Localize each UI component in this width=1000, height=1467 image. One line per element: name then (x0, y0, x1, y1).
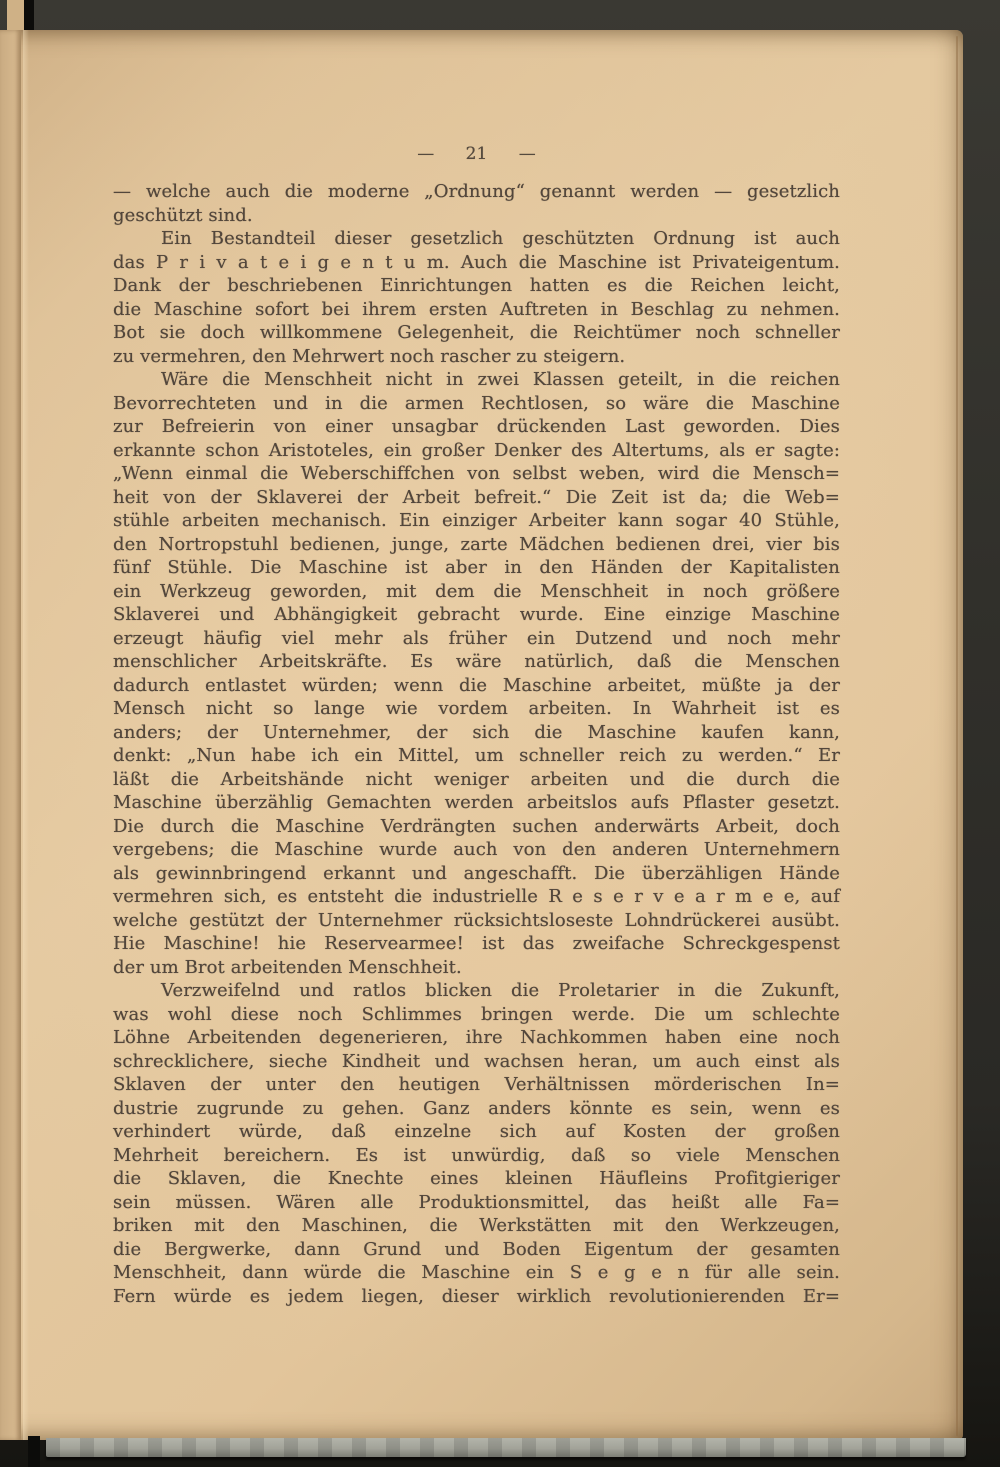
text-line: stühle arbeiten mechanisch. Ein einziger Arbeiter kann sogar 40 Stühle, (113, 510, 840, 531)
text-line: Mehrheit bereichern. Es ist unwürdig, daß so viele Menschen (113, 1144, 840, 1166)
text-line: heit von der Sklaverei der Arbeit befreit.“ Die Zeit ist da; die Web= (113, 486, 840, 508)
text-line: Bot sie doch willkommene Gelegenheit, die Reichtümer noch schneller (113, 322, 840, 343)
text-line: Fern würde es jedem liegen, dieser wirklich revolutionierenden Er= (113, 1285, 840, 1307)
text-line: vergebens; die Maschine wurde auch von den anderen Unternehmern (113, 839, 840, 860)
gutter-crease-highlight (23, 30, 29, 1440)
text-line: Maschine überzählig Gemachten werden arbeitslos aufs Pflaster gesetzt. (113, 792, 840, 813)
text-line: Dank der beschriebenen Einrichtungen hatten es die Reichen leicht, (113, 275, 840, 296)
text-line: verhindert würde, daß einzelne sich auf Kosten der großen (113, 1121, 840, 1142)
text-line: Die durch die Maschine Verdrängten suchen anderwärts Arbeit, doch (113, 815, 840, 837)
text-line: Sklaven der unter den heutigen Verhältnissen mörderischen In= (113, 1074, 840, 1095)
text-line: zur Befreierin von einer unsagbar drückenden Last geworden. Dies (113, 416, 840, 437)
text-line: den Nortropstuhl bedienen, junge, zarte Mädchen bedienen drei, vier bis (113, 533, 840, 555)
text-line: Bevorrechteten und in die armen Rechtlosen, so wäre die Maschine (113, 392, 840, 414)
binding-gap (24, 0, 34, 34)
text-line: Sklaverei und Abhängigkeit gebracht wurde. Eine einzige Maschine (113, 604, 840, 625)
text-line: welche gestützt der Unternehmer rücksichtsloseste Lohndrückerei ausübt. (113, 909, 840, 931)
text-line: die Bergwerke, dann Grund und Boden Eigentum der gesamten (113, 1238, 840, 1260)
text-line: fünf Stühle. Die Maschine ist aber in den Händen der Kapitalisten (113, 557, 840, 578)
text-line: Ein Bestandteil dieser gesetzlich geschützten Ordnung ist auch (161, 228, 840, 249)
text-line: die Sklaven, die Knechte eines kleinen Häufleins Profitgieriger (113, 1168, 840, 1189)
text-line: was wohl diese noch Schlimmes bringen werde. Die um schlechte (113, 1003, 840, 1025)
text-line: briken mit den Maschinen, die Werkstätten mit den Werkzeugen, (113, 1215, 840, 1236)
text-line: Wäre die Menschheit nicht in zwei Klassen geteilt, in die reichen (161, 369, 840, 390)
text-line: Menschheit, dann würde die Maschine ein S e g e n für alle sein. (113, 1262, 840, 1283)
text-line: als gewinnbringend erkannt und angeschafft. Die überzähligen Hände (113, 862, 840, 884)
body-text-block (113, 180, 840, 1308)
text-line: zu vermehren, den Mehrwert noch rascher zu steigern. (113, 345, 626, 367)
page-gutter (0, 30, 21, 1440)
text-line: geschützt sind. (113, 204, 253, 226)
page-stack-edge (956, 36, 958, 1436)
text-line: vermehren sich, es entsteht die industrielle R e s e r v e a r m e e, auf (113, 886, 840, 907)
text-line: schrecklichere, sieche Kindheit und wachsen heran, um auch einst als (113, 1050, 840, 1072)
previous-leaf-stub (7, 0, 24, 34)
text-line: läßt die Arbeitshände nicht weniger arbeiten und die durch die (113, 768, 840, 790)
text-line: ein Werkzeug geworden, mit dem die Menschheit in noch größere (113, 580, 840, 602)
page-stack-fore-edge (46, 1438, 966, 1457)
text-line: menschlicher Arbeitskräfte. Es wäre natürlich, daß die Menschen (113, 651, 840, 672)
text-line: sein müssen. Wären alle Produktionsmittel, das heißt alle Fa= (113, 1191, 840, 1213)
text-line: Verzweifelnd und ratlos blicken die Proletarier in die Zukunft, (161, 980, 840, 1001)
text-line: „Wenn einmal die Weberschiffchen von selbst weben, wird die Mensch= (113, 463, 840, 484)
text-line: Mensch nicht so lange wie vordem arbeiten. In Wahrheit ist es (113, 698, 840, 719)
text-line: Löhne Arbeitenden degenerieren, ihre Nachkommen haben eine noch (113, 1027, 840, 1048)
text-line: denkt: „Nun habe ich ein Mittel, um schneller reich zu werden.“ Er (113, 745, 840, 766)
book-page (0, 30, 963, 1440)
text-line: die Maschine sofort bei ihrem ersten Auftreten in Beschlag zu nehmen. (113, 298, 840, 320)
text-line: der um Brot arbeitenden Menschheit. (113, 956, 462, 978)
text-line: das P r i v a t e i g e n t u m. Auch die Maschine ist Privateigentum. (113, 251, 840, 273)
text-line: dadurch entlastet würden; wenn die Maschine arbeitet, müßte ja der (113, 674, 840, 696)
page-number: — 21 — (417, 144, 536, 164)
text-line: erzeugt häufig viel mehr als früher ein Dutzend und noch mehr (113, 627, 840, 649)
text-line: anders; der Unternehmer, der sich die Maschine kaufen kann, (113, 721, 840, 743)
text-line: dustrie zugrunde zu gehen. Ganz anders könnte es sein, wenn es (113, 1097, 840, 1119)
text-line: erkannte schon Aristoteles, ein großer Denker des Altertums, als er sagte: (113, 439, 840, 461)
text-line: — welche auch die moderne „Ordnung“ genannt werden — gesetzlich (113, 181, 840, 202)
text-line: Hie Maschine! hie Reservearmee! ist das zweifache Schreckgespenst (113, 933, 840, 954)
binding-gap-bottom (28, 1436, 40, 1467)
